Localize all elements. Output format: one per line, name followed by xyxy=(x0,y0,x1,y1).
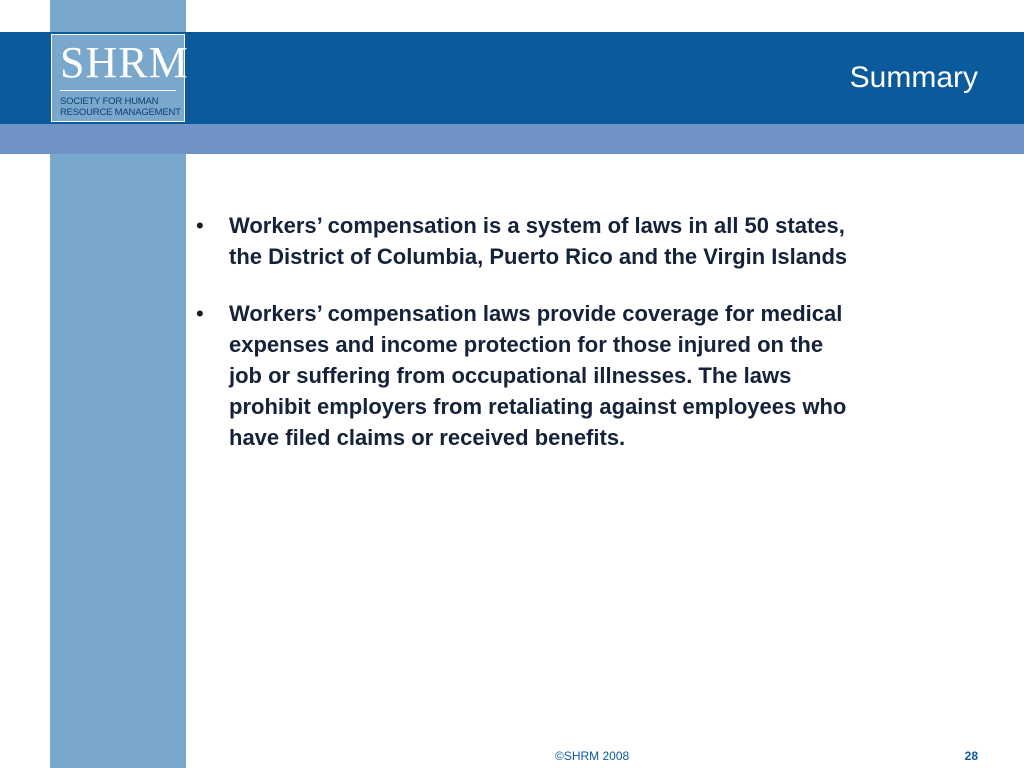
bullet-list xyxy=(196,210,966,479)
footer-copyright: ©SHRM 2008 xyxy=(555,749,630,763)
slide-title: Summary xyxy=(849,61,978,94)
bullet-marker: • xyxy=(196,213,204,238)
bullet-text: Workers’ compensation laws provide coverage for medical expenses and income protection for those injured on the job or suffering from occupational illnesses. The laws prohibit employers from retaliating against employees who have filed claims or received benefits. xyxy=(229,301,847,450)
shrm-logo xyxy=(50,32,193,124)
bullet-item xyxy=(196,210,966,272)
sub-band xyxy=(0,124,1024,154)
bullet-item xyxy=(196,298,966,453)
logo-tagline-line2: RESOURCE MANAGEMENT xyxy=(60,107,181,118)
logo-mark: SHRM xyxy=(60,38,189,87)
bullet-text: Workers’ compensation is a system of laws in all 50 states, the District of Columbia, Puerto Rico and the Virgin Islands xyxy=(229,213,848,269)
bullet-marker: • xyxy=(196,301,204,326)
logo-divider xyxy=(60,90,176,91)
logo-box xyxy=(51,34,189,122)
logo-trademark: ™ xyxy=(187,32,193,38)
page-number: 28 xyxy=(964,749,978,763)
logo-tagline-line1: SOCIETY FOR HUMAN xyxy=(60,96,159,107)
